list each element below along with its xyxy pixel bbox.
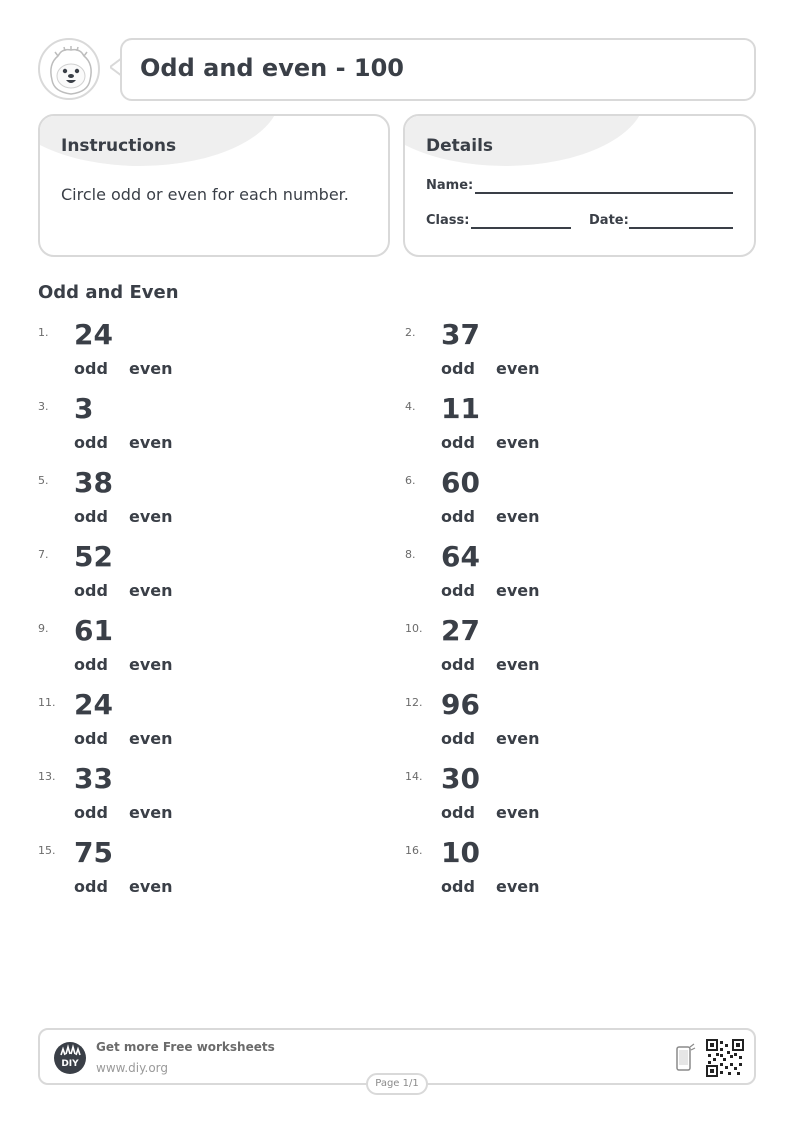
problem-index: 3.: [38, 400, 49, 413]
even-option[interactable]: even: [129, 433, 173, 452]
problem-index: 16.: [405, 844, 423, 857]
problem-number: 3: [74, 392, 94, 425]
problem-number: 37: [441, 318, 480, 351]
problem-item: [405, 688, 705, 762]
page-title: Odd and even - 100: [140, 54, 404, 82]
problem-item: [405, 540, 705, 614]
problem-index: 6.: [405, 474, 416, 487]
title-box: [120, 38, 756, 101]
even-option[interactable]: even: [129, 507, 173, 526]
even-option[interactable]: even: [496, 877, 540, 896]
problem-index: 11.: [38, 696, 56, 709]
problem-item: [38, 466, 338, 540]
yeti-mascot-icon: [40, 40, 100, 100]
diy-logo-icon[interactable]: [53, 1041, 87, 1075]
problem-number: 96: [441, 688, 480, 721]
problem-number: 33: [74, 762, 113, 795]
odd-option[interactable]: odd: [74, 507, 108, 526]
problem-index: 10.: [405, 622, 423, 635]
problem-item: [38, 688, 338, 762]
problem-index: 2.: [405, 326, 416, 339]
name-field[interactable]: [475, 192, 733, 194]
problem-number: 11: [441, 392, 480, 425]
even-option[interactable]: even: [129, 729, 173, 748]
date-field[interactable]: [629, 227, 733, 229]
odd-option[interactable]: odd: [441, 433, 475, 452]
odd-option[interactable]: odd: [441, 507, 475, 526]
footer-title: Get more Free worksheets: [96, 1040, 275, 1054]
problem-number: 64: [441, 540, 480, 573]
problem-item: [405, 762, 705, 836]
page-indicator: Page 1/1: [366, 1073, 428, 1095]
odd-option[interactable]: odd: [74, 655, 108, 674]
problem-number: 24: [74, 688, 113, 721]
odd-option[interactable]: odd: [441, 581, 475, 600]
even-option[interactable]: even: [496, 729, 540, 748]
problem-item: [38, 318, 338, 392]
odd-option[interactable]: odd: [74, 729, 108, 748]
problem-number: 61: [74, 614, 113, 647]
section-title: Odd and Even: [38, 282, 179, 303]
problem-index: 12.: [405, 696, 423, 709]
even-option[interactable]: even: [129, 359, 173, 378]
odd-option[interactable]: odd: [441, 655, 475, 674]
problem-number: 27: [441, 614, 480, 647]
even-option[interactable]: even: [129, 877, 173, 896]
even-option[interactable]: even: [496, 359, 540, 378]
class-field[interactable]: [471, 227, 571, 229]
instructions-heading: Instructions: [61, 136, 177, 156]
problem-item: [38, 836, 338, 910]
diy-logo-text: DIY: [61, 1059, 79, 1069]
problem-number: 24: [74, 318, 113, 351]
odd-option[interactable]: odd: [441, 877, 475, 896]
phone-icon: [674, 1043, 696, 1073]
problem-index: 13.: [38, 770, 56, 783]
problem-number: 52: [74, 540, 113, 573]
problem-index: 15.: [38, 844, 56, 857]
problem-item: [405, 614, 705, 688]
even-option[interactable]: even: [496, 803, 540, 822]
problem-number: 10: [441, 836, 480, 869]
even-option[interactable]: even: [496, 581, 540, 600]
problem-number: 75: [74, 836, 113, 869]
mascot-avatar: [38, 38, 100, 100]
instructions-panel: [38, 114, 390, 257]
problem-item: [405, 392, 705, 466]
problem-item: [38, 762, 338, 836]
problem-item: [405, 466, 705, 540]
even-option[interactable]: even: [496, 655, 540, 674]
problem-item: [405, 836, 705, 910]
footer-url[interactable]: www.diy.org: [96, 1061, 168, 1075]
problem-number: 60: [441, 466, 480, 499]
problem-index: 7.: [38, 548, 49, 561]
problem-index: 4.: [405, 400, 416, 413]
even-option[interactable]: even: [496, 433, 540, 452]
even-option[interactable]: even: [129, 803, 173, 822]
problem-item: [38, 392, 338, 466]
problem-item: [38, 614, 338, 688]
problem-number: 38: [74, 466, 113, 499]
even-option[interactable]: even: [496, 507, 540, 526]
problem-item: [38, 540, 338, 614]
odd-option[interactable]: odd: [74, 581, 108, 600]
instructions-text: Circle odd or even for each number.: [61, 185, 349, 204]
odd-option[interactable]: odd: [74, 803, 108, 822]
odd-option[interactable]: odd: [441, 803, 475, 822]
problem-index: 9.: [38, 622, 49, 635]
problem-index: 5.: [38, 474, 49, 487]
details-heading: Details: [426, 136, 494, 156]
odd-option[interactable]: odd: [74, 877, 108, 896]
details-panel: [403, 114, 756, 257]
problem-number: 30: [441, 762, 480, 795]
even-option[interactable]: even: [129, 655, 173, 674]
odd-option[interactable]: odd: [74, 359, 108, 378]
even-option[interactable]: even: [129, 581, 173, 600]
problem-index: 8.: [405, 548, 416, 561]
odd-option[interactable]: odd: [441, 359, 475, 378]
odd-option[interactable]: odd: [74, 433, 108, 452]
date-label: Date:: [589, 213, 629, 228]
problem-item: [405, 318, 705, 392]
name-label: Name:: [426, 178, 474, 193]
qr-code-icon[interactable]: [706, 1039, 744, 1077]
odd-option[interactable]: odd: [441, 729, 475, 748]
class-label: Class:: [426, 213, 470, 228]
problem-index: 14.: [405, 770, 423, 783]
problem-index: 1.: [38, 326, 49, 339]
